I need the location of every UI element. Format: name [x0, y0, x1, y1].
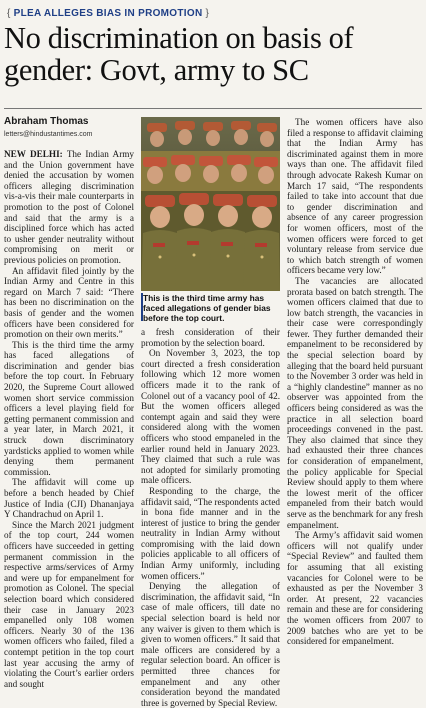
column-2	[141, 327, 280, 708]
kicker-bracket-left: {	[7, 7, 11, 19]
column-3	[287, 117, 423, 679]
paragraph: The vacancies are allocated prorata based on batch strength. The women officers claimed that due to low batch strength, the vacancies in their case were correspondingly fewer. They further demanded their empanelment to be reconsidered by the special selection board by alleging that the board held pursuant to the November 3 order was held in a “highly clandestine” manner as no observer was appointed from the officers being considered as was the practice in all selection board proceedings convened in the past. They also claimed that since they had exhausted their three chances for consideration of empanelment, the policy applicable for Special Review should apply to them where the lowest merit of the officer empaneled from their batch would serve as the benchmark for any fresh empanelment.	[287, 275, 423, 530]
column-1	[4, 149, 134, 689]
paragraph: Responding to the charge, the affidavit said, “The respondents acted in bona fide manner and in the interest of justice to bring the gender neutrality in Indian Army without compromising with the laid down policies applicable to all officers of Indian Army uniformly, including women officers.”	[141, 485, 280, 581]
dateline: NEW DELHI:	[4, 149, 63, 159]
kicker-text: PLEA ALLEGES BIAS IN PROMOTION	[13, 7, 203, 19]
headline: No discrimination on basis of gender: Govt, army to SC	[4, 21, 354, 87]
paragraph: NEW DELHI: The Indian Army and the Union government have denied the accusation by women officers alleging discrimination vis-a-vis their male counterparts in promotion to the post of Colonel and said that the army is a disciplined force which has acted to usher gender neutrality without compromising on merit or previous policies on promotion.	[4, 149, 134, 265]
paragraph: An affidavit filed jointly by the Indian Army and Centre in this regard on March 7 said: “There has been no discrimination on the basis of gender and the women officers have been considered for promotion on their own merits.”	[4, 265, 134, 340]
kicker	[4, 6, 212, 20]
paragraph: This is the third time the army has faced allegations of discrimination and gender bias before the top court. In February 2020, the Supreme Court allowed women short service commission officers a level playing field for getting permanent commission and a year later, in March 2021, it struck down discriminatory yardsticks applied to women while denying them permanent commission.	[4, 339, 134, 477]
photo-caption: This is the third time army has faced allegations of gender bias before the top court.	[143, 293, 271, 323]
paragraph: Denying the allegation of discrimination, the affidavit said, “In case of male officers, till date no special selection board is held nor any waiver is given to them which is given to women officers.” It said that male officers are considered by a regular selection board. An officer is permitted three chances for empanelment and any other consideration beyond the mandated three is governed by Special Review.	[141, 581, 280, 708]
paragraph: a fresh consideration of their promotion by the selection board.	[141, 327, 280, 348]
paragraph: The affidavit will come up before a bench headed by Chief Justice of India (CJI) Dhananjaya Y Chandrachud on April 1.	[4, 477, 134, 520]
kicker-bracket-right: }	[205, 7, 210, 19]
headline-divider	[4, 108, 422, 109]
paragraph: On November 3, 2023, the top court directed a fresh consideration following which 12 more women officers made it to the rank of Colonel out of a vacancy pool of 42. But the women officers alleged contempt again and said they were considered along with the women officers who stood empaneled in the earlier round held in January 2023. They claimed that such a rule was not adopted for similarly promoting male officers.	[141, 348, 280, 486]
paragraph: Since the March 2021 judgment of the top court, 244 women officers have succeeded in getting permanent commission in the respective arms/services of Army and were up for empanelment for promotion as Colonel. The special selection board which considered their case in January 2023 empanelled only 108 women officers. Nearly 30 of the 136 women officers who failed, filed a contempt petition in the top court last year accusing the army of violating the Court’s earlier orders and sought	[4, 519, 134, 689]
army-officers-photo	[141, 117, 280, 291]
paragraph: The Army’s affidavit said women officers will not qualify under “Special Review” and faulted them for assuming that all existing vacancies for Colonel were to be exhausted as per the November 3 order. At present, 22 vacancies remain and these are for considering the women officers from 2007 to 2009 batches who are yet to be considered for empanelment.	[287, 530, 423, 647]
author-email: letters@hindustantimes.com	[4, 131, 93, 138]
photo-illustration	[141, 117, 280, 291]
paragraph: The women officers have also filed a response to affidavit claiming that the Indian Army has discriminated against them in more ways than one. The affidavit filed through advocate Rakesh Kumar on March 17 said, “The respondents failed to take into account that due to gender discrimination and absence of any career progression for women officers, most of the women officers were forced to get voluntary release from service due to which batch strength of women officers became very low.”	[287, 117, 423, 276]
byline: Abraham Thomas	[4, 116, 89, 127]
